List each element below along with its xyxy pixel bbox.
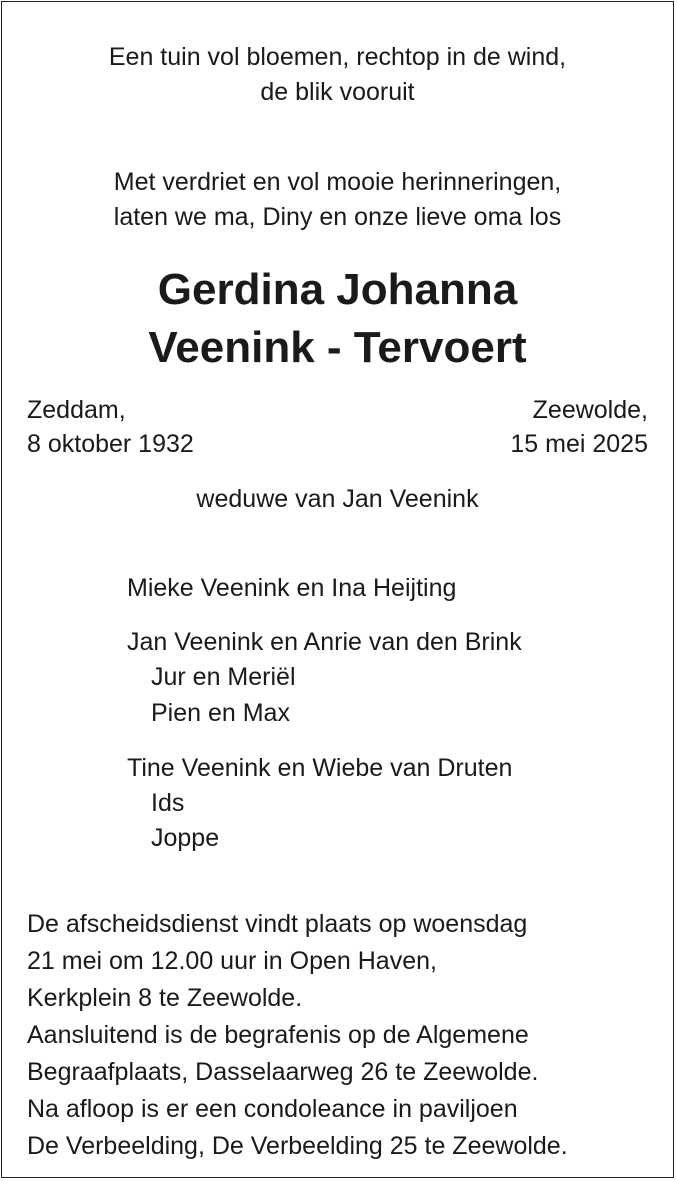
- service-line-1: De afscheidsdienst vindt plaats op woensdag: [27, 910, 528, 938]
- grandchild-1: Jur en Meriël: [151, 663, 296, 691]
- deceased-name-line-2: Veenink - Tervoert: [148, 323, 527, 372]
- widow-line: weduwe van Jan Veenink: [196, 485, 479, 513]
- intro-line-1: Met verdriet en vol mooie herinneringen,: [113, 168, 562, 196]
- death-date: 15 mei 2025: [510, 430, 648, 458]
- intro-line-2: laten we ma, Diny en onze lieve oma los: [113, 203, 562, 231]
- service-line-6: Na afloop is er een condoleance in paviljoen: [27, 1095, 518, 1123]
- grandchild-3: Ids: [151, 789, 185, 817]
- poem-line-1: Een tuin vol bloemen, rechtop in de wind,: [108, 43, 567, 71]
- family-line-1: Mieke Veenink en Ina Heijting: [127, 574, 457, 602]
- birth-date: 8 oktober 1932: [27, 430, 194, 458]
- poem-line-2: de blik vooruit: [260, 78, 415, 106]
- grandchild-2: Pien en Max: [151, 699, 290, 727]
- deceased-name-line-1: Gerdina Johanna: [157, 265, 518, 314]
- service-line-7: De Verbeelding, De Verbeelding 25 te Zeewolde.: [27, 1132, 568, 1160]
- birth-place: Zeddam,: [27, 396, 126, 424]
- family-line-3: Tine Veenink en Wiebe van Druten: [127, 754, 513, 782]
- service-line-2: 21 mei om 12.00 uur in Open Haven,: [27, 947, 437, 975]
- death-notice: [1, 1, 674, 1178]
- grandchild-4: Joppe: [151, 824, 220, 852]
- family-line-2: Jan Veenink en Anrie van den Brink: [127, 628, 522, 656]
- service-line-3: Kerkplein 8 te Zeewolde.: [27, 984, 303, 1012]
- service-line-4: Aansluitend is de begrafenis op de Algemene: [27, 1021, 529, 1049]
- service-line-5: Begraafplaats, Dasselaarweg 26 te Zeewolde.: [27, 1058, 539, 1086]
- death-place: Zeewolde,: [532, 396, 648, 424]
